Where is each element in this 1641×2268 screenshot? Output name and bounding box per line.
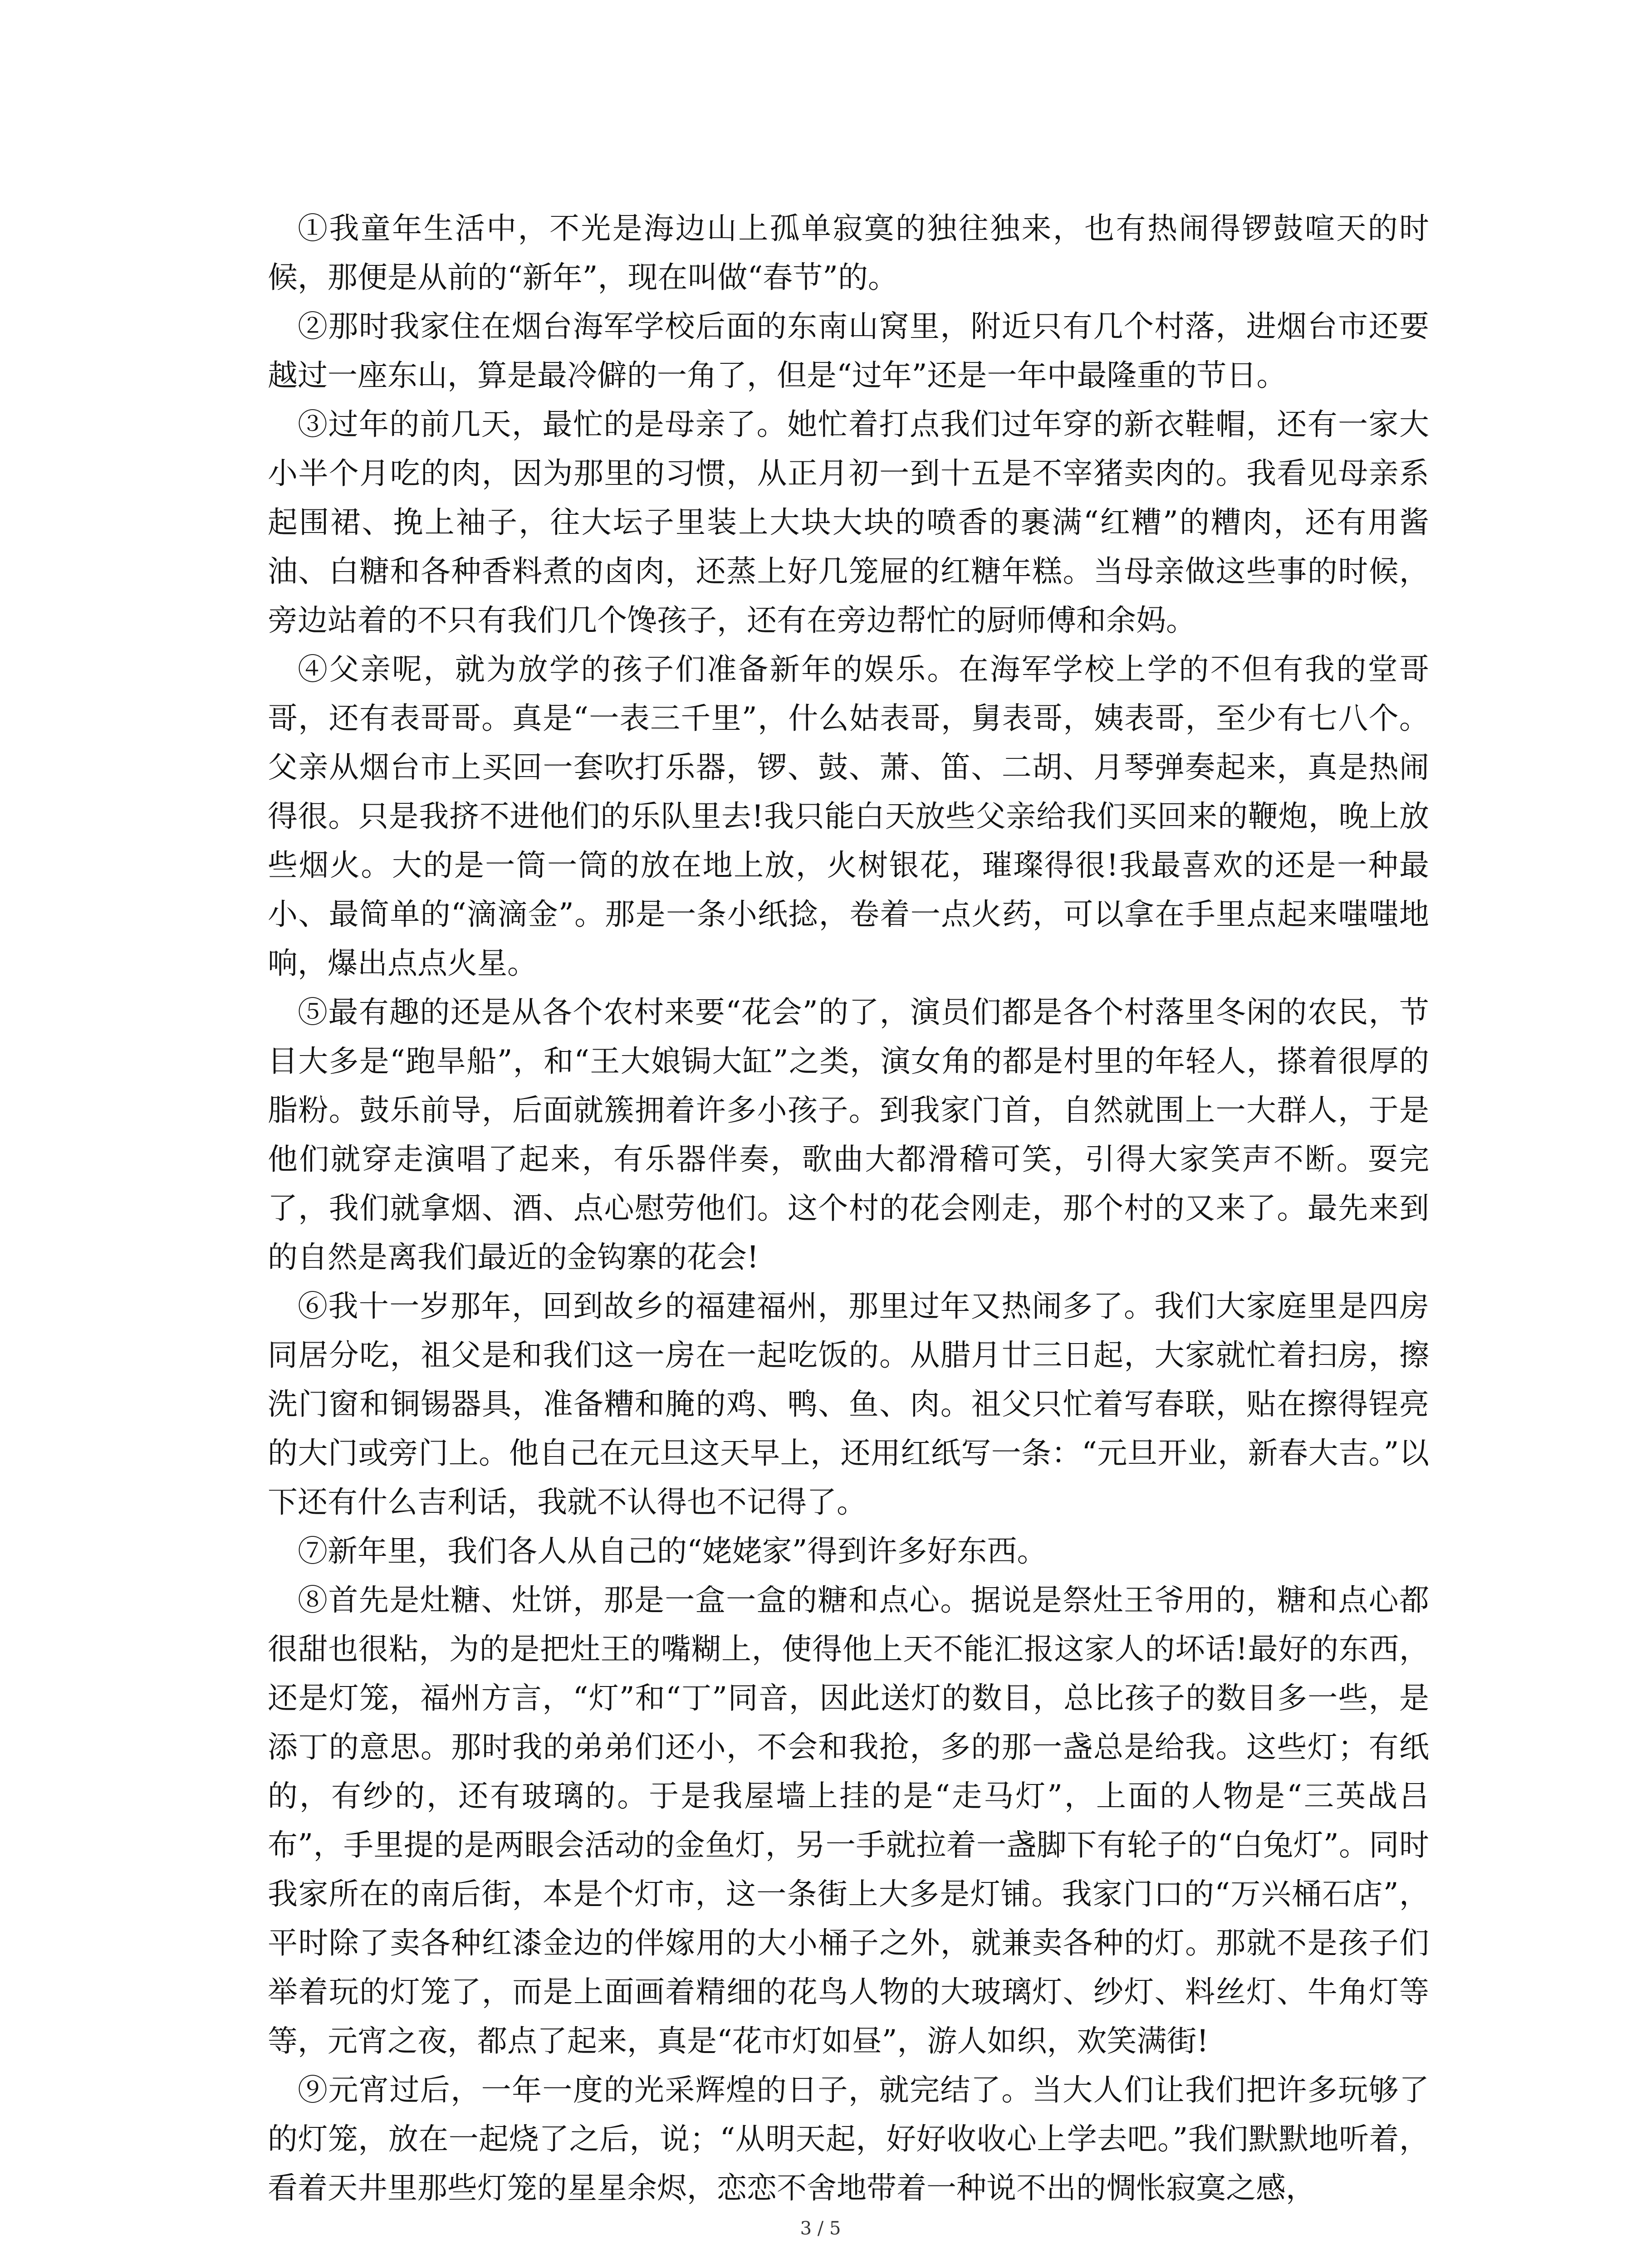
- paragraph-7: ⑦新年里，我们各人从自己的“姥姥家”得到许多好东西。: [298, 1534, 1047, 1569]
- paragraph-5: ⑤最有趣的还是从各个农村来要“花会”的了，演员们都是各个村落里冬闲的农民，节目大多是“跑旱船”，和“王大娘锔大缸”之类，演女角的都是村里的年轻人，搽着很厚的脂粉。鼓乐前导，后面就簇拥着许多小孩子。到我家门首，自然就围上一大群人，于是他们就穿走演唱了起来，有乐器伴奏，歌曲大都滑稽可笑，引得大家笑声不断。耍完了，我们就拿烟、酒、点心慰劳他们。这个村的花会刚走，那个村的又来了。最先来到的自然是离我们最近的金钩寨的花会!: [268, 995, 1429, 1275]
- paragraph-4: ④父亲呢，就为放学的孩子们准备新年的娱乐。在海军学校上学的不但有我的堂哥哥，还有表哥哥。真是“一表三千里”，什么姑表哥，舅表哥，姨表哥，至少有七八个。父亲从烟台市上买回一套吹打乐器，锣、鼓、萧、笛、二胡、月琴弹奏起来，真是热闹得很。只是我挤不进他们的乐队里去!我只能白天放些父亲给我们买回来的鞭炮，晚上放些烟火。大的是一筒一筒的放在地上放，火树银花，璀璨得很!我最喜欢的还是一种最小、最简单的“滴滴金”。那是一条小纸捻，卷着一点火药，可以拿在手里点起来嗤嗤地响，爆出点点火星。: [268, 652, 1429, 981]
- paragraph-6: ⑥我十一岁那年，回到故乡的福建福州，那里过年又热闹多了。我们大家庭里是四房同居分吃，祖父是和我们这一房在一起吃饭的。从腊月廿三日起，大家就忙着扫房，擦洗门窗和铜锡器具，准备糟和腌的鸡、鸭、鱼、肉。祖父只忙着写春联，贴在擦得锃亮的大门或旁门上。他自己在元旦这天早上，还用红纸写一条：“元旦开业，新春大吉。”以下还有什么吉利话，我就不认得也不记得了。: [268, 1289, 1429, 1520]
- paragraph-2: ②那时我家住在烟台海军学校后面的东南山窝里，附近只有几个村落，进烟台市还要越过一座东山，算是最冷僻的一角了，但是“过年”还是一年中最隆重的节日。: [268, 309, 1429, 393]
- paragraph-1: ①我童年生活中，不光是海边山上孤单寂寞的独往独来，也有热闹得锣鼓喧天的时候，那便是从前的“新年”，现在叫做“春节”的。: [268, 211, 1429, 295]
- article-body: [268, 204, 1429, 2213]
- paragraph-8: ⑧首先是灶糖、灶饼，那是一盒一盒的糖和点心。据说是祭灶王爷用的，糖和点心都很甜也很粘，为的是把灶王的嘴糊上，使得他上天不能汇报这家人的坏话!最好的东西，还是灯笼，福州方言，“灯”和“丁”同音，因此送灯的数目，总比孩子的数目多一些，是添丁的意思。那时我的弟弟们还小，不会和我抢，多的那一盏总是给我。这些灯；有纸的，有纱的，还有玻璃的。于是我屋墙上挂的是“走马灯”，上面的人物是“三英战吕布”，手里提的是两眼会活动的金鱼灯，另一手就拉着一盏脚下有轮子的“白兔灯”。同时我家所在的南后街，本是个灯市，这一条街上大多是灯铺。我家门口的“万兴桶石店”，平时除了卖各种红漆金边的伴嫁用的大小桶子之外，就兼卖各种的灯。那就不是孩子们举着玩的灯笼了，而是上面画着精细的花鸟人物的大玻璃灯、纱灯、料丝灯、牛角灯等等，元宵之夜，都点了起来，真是“花市灯如昼”，游人如织，欢笑满街!: [268, 1583, 1429, 2058]
- page-number: 3 / 5: [800, 2218, 841, 2239]
- paragraph-3: ③过年的前几天，最忙的是母亲了。她忙着打点我们过年穿的新衣鞋帽，还有一家大小半个月吃的肉，因为那里的习惯，从正月初一到十五是不宰猪卖肉的。我看见母亲系起围裙、挽上袖子，往大坛子里装上大块大块的喷香的裹满“红糟”的糟肉，还有用酱油、白糖和各种香料煮的卤肉，还蒸上好几笼屉的红糖年糕。当母亲做这些事的时候，旁边站着的不只有我们几个馋孩子，还有在旁边帮忙的厨师傅和余妈。: [268, 407, 1429, 638]
- paragraph-9: ⑨元宵过后，一年一度的光采辉煌的日子，就完结了。当大人们让我们把许多玩够了的灯笼，放在一起烧了之后，说；“从明天起，好好收收心上学去吧。”我们默默地听着，看着天井里那些灯笼的星星余烬，恋恋不舍地带着一种说不出的惆怅寂寞之感，: [268, 2072, 1429, 2205]
